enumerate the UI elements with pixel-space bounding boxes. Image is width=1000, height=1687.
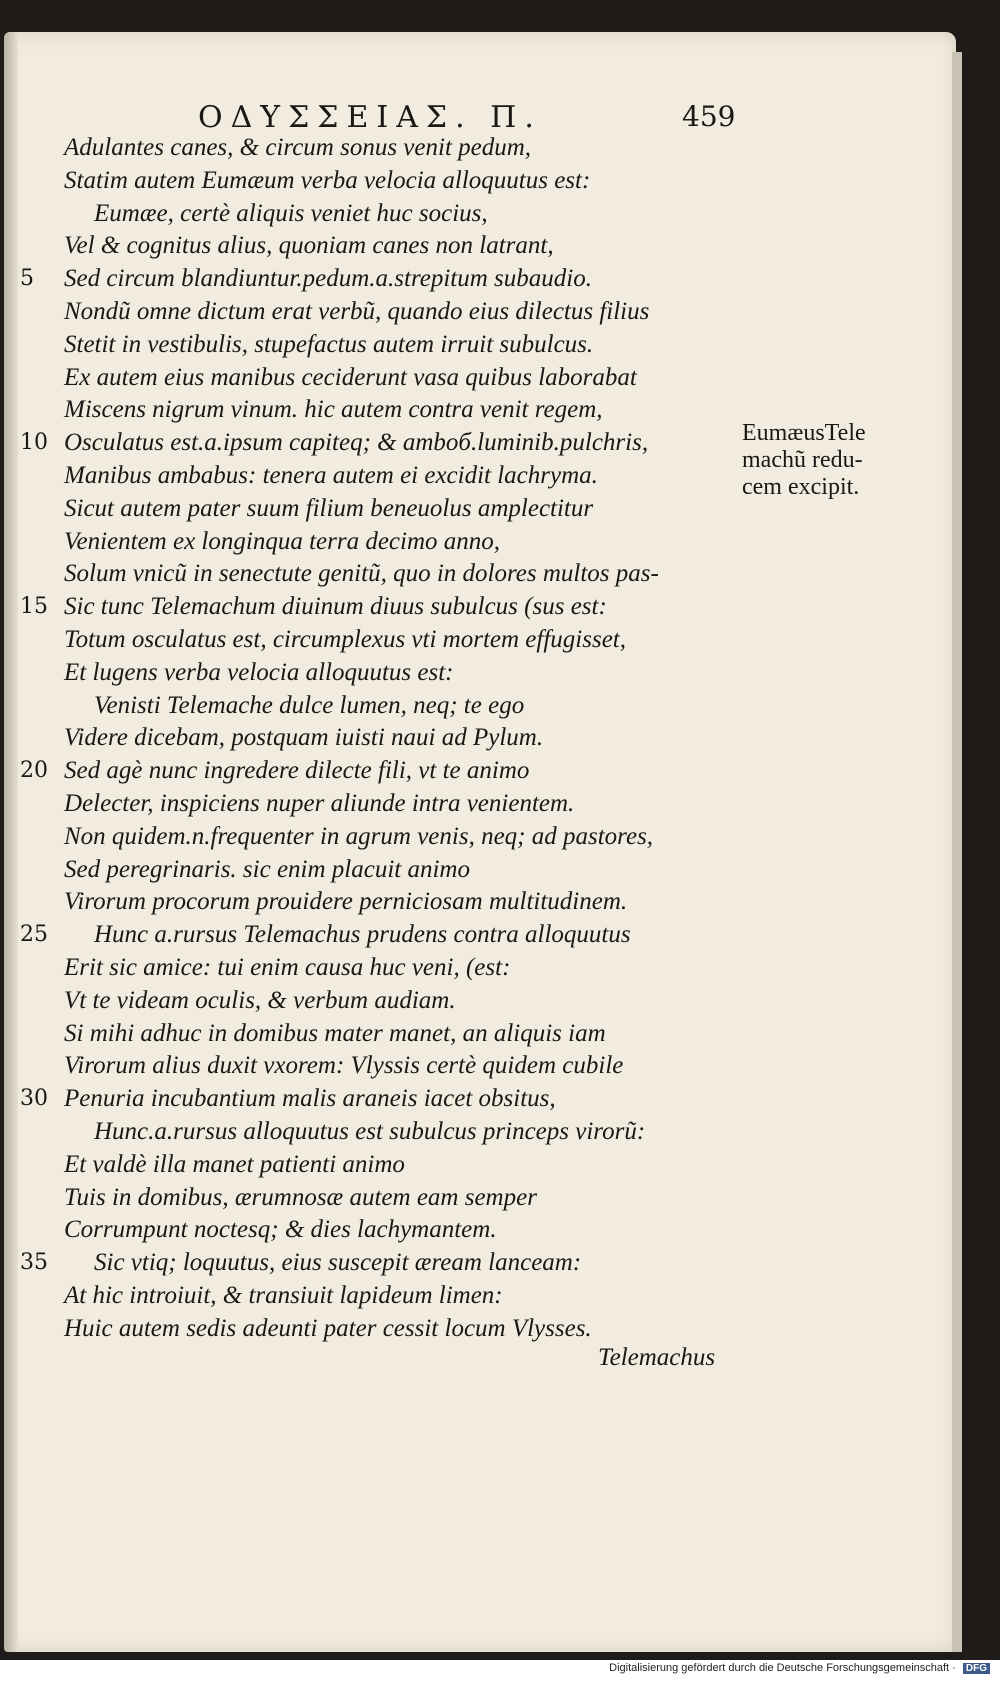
- text-line: [20, 755, 740, 788]
- text-line: [20, 198, 740, 231]
- text-line: [20, 1116, 740, 1149]
- text-line: [20, 1050, 740, 1083]
- line-number: 35: [20, 1250, 48, 1276]
- text-line: [20, 526, 740, 559]
- text-line: [20, 558, 740, 591]
- line-text: Sicut autem pater suum filium beneuolus amplectitur: [64, 494, 594, 522]
- text-line: [20, 1149, 740, 1182]
- line-text: Totum osculatus est, circumplexus vti mortem effugisset,: [64, 625, 626, 653]
- page-gutter-edge: [4, 32, 18, 1652]
- line-text: Miscens nigrum vinum. hic autem contra venit regem,: [64, 396, 603, 424]
- page-number: 459: [682, 100, 736, 133]
- text-line: [20, 952, 740, 985]
- line-text: Non quidem.n.frequenter in agrum venis, neq; ad pastores,: [64, 822, 654, 850]
- line-number: 15: [20, 594, 48, 620]
- footer-text: Digitalisierung gefördert durch die Deutsche Forschungsgemeinschaft ·: [609, 1662, 956, 1674]
- line-text: Hunc a.rursus Telemachus prudens contra alloquutus: [94, 921, 631, 949]
- marginal-note-line: EumæusTele: [742, 420, 866, 446]
- poem-text-block: [20, 132, 740, 1345]
- marginal-note-line: cem excipit.: [742, 474, 860, 500]
- line-text: Eumæe, certè aliquis veniet huc socius,: [94, 199, 488, 227]
- line-text: Et valdè illa manet patienti animo: [64, 1150, 405, 1178]
- text-line: [20, 362, 740, 395]
- text-line: [20, 985, 740, 1018]
- line-text: Penuria incubantium malis araneis iacet obsitus,: [64, 1085, 556, 1113]
- line-text: Delecter, inspiciens nuper aliunde intra venientem.: [64, 789, 575, 817]
- text-line: [20, 460, 740, 493]
- text-line: [20, 788, 740, 821]
- line-text: Solum vnicũ in senectute genitũ, quo in dolores multos pas-: [64, 560, 659, 588]
- line-text: Vt te videam oculis, & verbum audiam.: [64, 986, 456, 1014]
- text-line: [20, 1182, 740, 1215]
- line-text: Statim autem Eumæum verba velocia alloquutus est:: [64, 166, 591, 194]
- marginal-note: [742, 420, 912, 501]
- line-text: Sed agè nunc ingredere dilecte fili, vt te animo: [64, 757, 530, 785]
- marginal-note-line: machũ redu-: [742, 447, 863, 473]
- line-text: Vel & cognitus alius, quoniam canes non latrant,: [64, 232, 554, 260]
- text-line: [20, 854, 740, 887]
- text-line: [20, 132, 740, 165]
- line-text: Sed circum blandiuntur.pedum.a.strepitum subaudio.: [64, 265, 592, 293]
- text-line: [20, 1313, 740, 1346]
- line-text: Osculatus est.a.ipsum capiteq; & amboб.luminib.pulchris,: [64, 429, 649, 457]
- line-text: Virorum alius duxit vxorem: Vlyssis certè quidem cubile: [64, 1052, 624, 1080]
- line-text: Sic vtiq; loquutus, eius suscepit æream lanceam:: [94, 1249, 582, 1277]
- text-line: [20, 821, 740, 854]
- line-text: Nondũ omne dictum erat verbũ, quando eius dilectus filius: [64, 297, 650, 325]
- line-text: Tuis in domibus, ærumnosæ autem eam semper: [64, 1183, 537, 1211]
- line-number: 10: [20, 430, 48, 456]
- text-line: [20, 263, 740, 296]
- digitization-footer: [0, 1662, 990, 1674]
- catchword: Telemachus: [598, 1344, 716, 1371]
- dfg-logo: DFG: [963, 1663, 990, 1674]
- line-text: Virorum procorum prouidere perniciosam multitudinem.: [64, 888, 628, 916]
- text-line: [20, 919, 740, 952]
- line-text: Videre dicebam, postquam iuisti naui ad Pylum.: [64, 724, 544, 752]
- line-text: Venisti Telemache dulce lumen, neq; te ego: [94, 691, 525, 719]
- line-text: Stetit in vestibulis, stupefactus autem irruit subulcus.: [64, 330, 594, 358]
- text-line: [20, 329, 740, 362]
- line-text: Venientem ex longinqua terra decimo anno,: [64, 527, 501, 555]
- text-line: [20, 427, 740, 460]
- text-line: [20, 165, 740, 198]
- line-text: Et lugens verba velocia alloquutus est:: [64, 658, 454, 686]
- text-line: [20, 1214, 740, 1247]
- line-text: Sic tunc Telemachum diuinum diuus subulcus (sus est:: [64, 593, 607, 621]
- line-number: 20: [20, 758, 48, 784]
- running-head: ΟΔΥΣΣΕΙΑΣ. Π.: [198, 100, 542, 135]
- line-text: Erit sic amice: tui enim causa huc veni, (est:: [64, 953, 511, 981]
- text-line: [20, 1280, 740, 1313]
- text-line: [20, 1018, 740, 1051]
- line-number: 30: [20, 1086, 48, 1112]
- text-line: [20, 591, 740, 624]
- text-line: [20, 624, 740, 657]
- line-text: Corrumpunt noctesq; & dies lachymantem.: [64, 1216, 497, 1244]
- text-line: [20, 722, 740, 755]
- text-line: [20, 230, 740, 263]
- text-line: [20, 886, 740, 919]
- line-number: 25: [20, 922, 48, 948]
- line-text: Sed peregrinaris. sic enim placuit animo: [64, 855, 470, 883]
- text-line: [20, 1083, 740, 1116]
- text-line: [20, 657, 740, 690]
- text-line: [20, 690, 740, 723]
- line-text: Huic autem sedis adeunti pater cessit locum Vlysses.: [64, 1314, 592, 1342]
- text-line: [20, 296, 740, 329]
- line-number: 5: [20, 266, 34, 292]
- line-text: Hunc.a.rursus alloquutus est subulcus princeps virorũ:: [94, 1117, 646, 1145]
- text-line: [20, 1247, 740, 1280]
- line-text: At hic introiuit, & transiuit lapideum limen:: [64, 1281, 503, 1309]
- text-line: [20, 394, 740, 427]
- page-right-edge: [952, 52, 962, 1652]
- line-text: Manibus ambabus: tenera autem ei excidit lachryma.: [64, 461, 598, 489]
- line-text: Adulantes canes, & circum sonus venit pedum,: [64, 134, 532, 161]
- line-text: Si mihi adhuc in domibus mater manet, an aliquis iam: [64, 1019, 606, 1047]
- line-text: Ex autem eius manibus ceciderunt vasa quibus laborabat: [64, 363, 637, 391]
- text-line: [20, 493, 740, 526]
